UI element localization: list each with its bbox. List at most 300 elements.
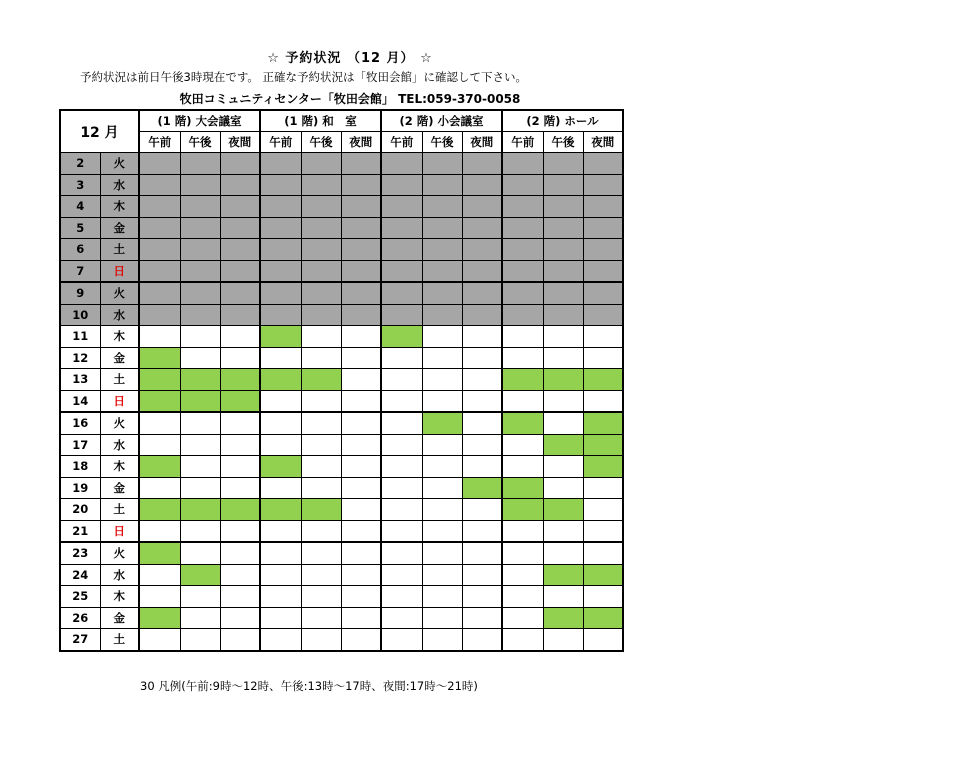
slot-cell-booked: [139, 456, 180, 478]
slot-cell-closed: [220, 174, 260, 196]
slot-cell-available: [341, 369, 381, 391]
slot-cell-available: [341, 456, 381, 478]
slot-cell-closed: [381, 153, 422, 175]
slot-cell-available: [220, 586, 260, 608]
weekday-cell: 火: [100, 542, 139, 564]
slot-cell-closed: [139, 174, 180, 196]
slot-cell-booked: [583, 456, 623, 478]
slot-cell-booked: [301, 369, 341, 391]
table-row: [60, 607, 623, 629]
slot-cell-closed: [260, 174, 301, 196]
slot-cell-available: [422, 520, 462, 542]
slot-cell-closed: [502, 260, 543, 282]
table-row: [60, 542, 623, 564]
slot-cell-available: [543, 477, 583, 499]
slot-cell-available: [260, 564, 301, 586]
slot-cell-available: [583, 629, 623, 651]
page-title: ☆ 予約状況 （12 月） ☆: [267, 51, 433, 66]
slot-cell-closed: [543, 153, 583, 175]
slot-cell-booked: [220, 369, 260, 391]
slot-cell-closed: [543, 282, 583, 304]
slot-cell-booked: [139, 607, 180, 629]
slot-cell-closed: [139, 239, 180, 261]
slot-cell-closed: [422, 217, 462, 239]
slot-cell-available: [381, 564, 422, 586]
day-cell: 6: [60, 239, 100, 261]
day-cell: 27: [60, 629, 100, 651]
slot-cell-available: [301, 456, 341, 478]
slot-cell-available: [583, 499, 623, 521]
slot-cell-available: [139, 520, 180, 542]
slot-cell-available: [462, 369, 502, 391]
slot-header-evening: 夜間: [583, 132, 623, 153]
slot-cell-available: [301, 586, 341, 608]
slot-cell-available: [180, 347, 220, 369]
slot-cell-available: [502, 390, 543, 412]
slot-cell-booked: [180, 499, 220, 521]
day-cell: 11: [60, 326, 100, 348]
slot-header-evening: 夜間: [220, 132, 260, 153]
slot-cell-closed: [462, 239, 502, 261]
slot-cell-available: [381, 499, 422, 521]
weekday-cell: 火: [100, 282, 139, 304]
slot-cell-available: [462, 390, 502, 412]
slot-cell-available: [502, 629, 543, 651]
slot-cell-closed: [220, 217, 260, 239]
slot-cell-available: [341, 412, 381, 434]
slot-cell-closed: [301, 174, 341, 196]
slot-cell-closed: [502, 153, 543, 175]
slot-cell-closed: [180, 153, 220, 175]
slot-cell-available: [220, 347, 260, 369]
day-cell: 21: [60, 520, 100, 542]
slot-cell-closed: [381, 239, 422, 261]
weekday-cell: 火: [100, 153, 139, 175]
day-cell: 5: [60, 217, 100, 239]
slot-cell-closed: [260, 153, 301, 175]
weekday-cell: 木: [100, 586, 139, 608]
slot-cell-available: [543, 412, 583, 434]
slot-cell-closed: [139, 196, 180, 218]
slot-header-morning: 午前: [260, 132, 301, 153]
slot-cell-closed: [583, 196, 623, 218]
day-cell: 7: [60, 260, 100, 282]
slot-cell-closed: [220, 260, 260, 282]
weekday-cell: 日: [100, 260, 139, 282]
slot-cell-available: [381, 456, 422, 478]
slot-cell-closed: [341, 217, 381, 239]
slot-cell-available: [422, 326, 462, 348]
slot-cell-booked: [502, 477, 543, 499]
slot-cell-available: [260, 434, 301, 456]
slot-cell-available: [180, 520, 220, 542]
weekday-cell: 金: [100, 477, 139, 499]
slot-cell-available: [139, 326, 180, 348]
slot-cell-available: [341, 607, 381, 629]
slot-cell-available: [381, 520, 422, 542]
slot-cell-available: [220, 412, 260, 434]
slot-cell-booked: [543, 434, 583, 456]
slot-header-evening: 夜間: [462, 132, 502, 153]
slot-cell-closed: [260, 282, 301, 304]
slot-cell-available: [180, 477, 220, 499]
slot-cell-booked: [180, 564, 220, 586]
slot-cell-booked: [220, 499, 260, 521]
slot-cell-available: [381, 629, 422, 651]
slot-cell-available: [341, 390, 381, 412]
slot-cell-closed: [462, 304, 502, 326]
slot-cell-closed: [260, 196, 301, 218]
slot-cell-booked: [139, 542, 180, 564]
slot-cell-available: [381, 477, 422, 499]
table-row: [60, 282, 623, 304]
slot-cell-booked: [180, 369, 220, 391]
slot-cell-available: [301, 347, 341, 369]
slot-cell-available: [260, 390, 301, 412]
slot-cell-available: [260, 629, 301, 651]
slot-cell-available: [502, 607, 543, 629]
slot-cell-closed: [180, 174, 220, 196]
slot-cell-closed: [502, 174, 543, 196]
slot-cell-closed: [543, 260, 583, 282]
slot-cell-available: [462, 629, 502, 651]
slot-cell-closed: [583, 239, 623, 261]
slot-cell-available: [341, 520, 381, 542]
day-cell: 16: [60, 412, 100, 434]
day-cell: 10: [60, 304, 100, 326]
table-row: [60, 304, 623, 326]
slot-cell-booked: [139, 390, 180, 412]
slot-cell-available: [341, 499, 381, 521]
weekday-cell: 水: [100, 174, 139, 196]
room-header-hall: (2 階) ホール: [502, 110, 623, 132]
slot-cell-available: [341, 564, 381, 586]
slot-cell-available: [301, 390, 341, 412]
weekday-cell: 日: [100, 520, 139, 542]
slot-cell-available: [422, 456, 462, 478]
room-header-japanese-room: (1 階) 和 室: [260, 110, 381, 132]
slot-cell-available: [502, 542, 543, 564]
slot-cell-available: [260, 520, 301, 542]
slot-cell-closed: [502, 196, 543, 218]
weekday-cell: 水: [100, 564, 139, 586]
slot-cell-closed: [502, 282, 543, 304]
slot-cell-closed: [502, 217, 543, 239]
slot-cell-closed: [543, 196, 583, 218]
slot-cell-booked: [422, 412, 462, 434]
slot-cell-closed: [583, 304, 623, 326]
slot-cell-closed: [180, 304, 220, 326]
weekday-cell: 木: [100, 196, 139, 218]
table-row: [60, 369, 623, 391]
slot-cell-available: [180, 434, 220, 456]
slot-cell-booked: [543, 369, 583, 391]
slot-cell-booked: [543, 499, 583, 521]
slot-cell-closed: [422, 239, 462, 261]
slot-cell-available: [341, 542, 381, 564]
slot-header-evening: 夜間: [341, 132, 381, 153]
slot-cell-closed: [583, 260, 623, 282]
slot-cell-closed: [583, 282, 623, 304]
slot-cell-available: [422, 629, 462, 651]
slot-cell-available: [543, 520, 583, 542]
slot-cell-available: [462, 326, 502, 348]
weekday-cell: 木: [100, 326, 139, 348]
slot-cell-closed: [381, 282, 422, 304]
slot-cell-booked: [220, 390, 260, 412]
slot-header-afternoon: 午後: [180, 132, 220, 153]
slot-cell-booked: [260, 456, 301, 478]
weekday-cell: 木: [100, 456, 139, 478]
table-row: [60, 239, 623, 261]
slot-cell-available: [381, 586, 422, 608]
slot-cell-closed: [301, 196, 341, 218]
slot-cell-available: [422, 564, 462, 586]
slot-header-afternoon: 午後: [543, 132, 583, 153]
slot-cell-available: [180, 412, 220, 434]
slot-cell-available: [583, 326, 623, 348]
slot-cell-available: [422, 586, 462, 608]
slot-cell-available: [462, 564, 502, 586]
slot-cell-available: [381, 607, 422, 629]
slot-cell-available: [381, 542, 422, 564]
slot-cell-available: [180, 607, 220, 629]
slot-cell-available: [301, 607, 341, 629]
slot-cell-booked: [583, 564, 623, 586]
slot-cell-booked: [583, 434, 623, 456]
slot-cell-closed: [260, 304, 301, 326]
slot-cell-available: [502, 434, 543, 456]
slot-cell-available: [583, 520, 623, 542]
table-row: [60, 217, 623, 239]
slot-cell-closed: [381, 196, 422, 218]
slot-cell-closed: [422, 304, 462, 326]
slot-cell-available: [301, 412, 341, 434]
slot-cell-closed: [260, 260, 301, 282]
slot-cell-available: [301, 326, 341, 348]
slot-cell-closed: [180, 260, 220, 282]
slot-cell-available: [502, 564, 543, 586]
slot-cell-available: [422, 542, 462, 564]
slot-cell-available: [260, 477, 301, 499]
slot-cell-available: [583, 390, 623, 412]
slot-cell-closed: [543, 239, 583, 261]
slot-cell-available: [220, 326, 260, 348]
slot-cell-available: [381, 434, 422, 456]
slot-cell-closed: [180, 196, 220, 218]
slot-cell-closed: [462, 282, 502, 304]
slot-cell-available: [583, 586, 623, 608]
weekday-cell: 水: [100, 304, 139, 326]
slot-cell-available: [301, 520, 341, 542]
slot-cell-available: [220, 477, 260, 499]
table-row: [60, 347, 623, 369]
weekday-cell: 土: [100, 499, 139, 521]
contact-info: 牧田コミュニティセンター「牧田会館」 TEL:059-370-0058: [179, 92, 521, 106]
slot-cell-available: [381, 390, 422, 412]
slot-cell-booked: [139, 369, 180, 391]
day-cell: 26: [60, 607, 100, 629]
slot-cell-available: [220, 434, 260, 456]
day-cell: 3: [60, 174, 100, 196]
slot-cell-booked: [139, 347, 180, 369]
slot-cell-available: [583, 347, 623, 369]
slot-cell-closed: [301, 260, 341, 282]
table-row: [60, 477, 623, 499]
slot-cell-available: [139, 629, 180, 651]
day-cell: 14: [60, 390, 100, 412]
slot-cell-available: [139, 564, 180, 586]
slot-cell-available: [543, 347, 583, 369]
slot-cell-available: [422, 347, 462, 369]
weekday-cell: 金: [100, 347, 139, 369]
slot-cell-available: [381, 369, 422, 391]
slot-cell-closed: [502, 239, 543, 261]
day-cell: 18: [60, 456, 100, 478]
slot-cell-closed: [381, 304, 422, 326]
day-cell: 24: [60, 564, 100, 586]
slot-cell-closed: [180, 282, 220, 304]
slot-cell-closed: [341, 153, 381, 175]
slot-cell-available: [341, 434, 381, 456]
slot-cell-booked: [543, 607, 583, 629]
slot-cell-closed: [543, 217, 583, 239]
slot-cell-available: [543, 586, 583, 608]
weekday-cell: 土: [100, 629, 139, 651]
slot-cell-closed: [341, 304, 381, 326]
slot-cell-booked: [381, 326, 422, 348]
slot-cell-closed: [220, 239, 260, 261]
slot-cell-available: [422, 369, 462, 391]
slot-cell-available: [543, 326, 583, 348]
table-row: [60, 586, 623, 608]
slot-cell-available: [462, 586, 502, 608]
slot-cell-closed: [301, 239, 341, 261]
slot-cell-booked: [139, 499, 180, 521]
month-header: 12 月: [60, 110, 139, 153]
day-cell: 17: [60, 434, 100, 456]
day-cell: 12: [60, 347, 100, 369]
slot-cell-available: [341, 347, 381, 369]
slot-cell-booked: [260, 369, 301, 391]
slot-cell-booked: [502, 412, 543, 434]
slot-cell-closed: [381, 260, 422, 282]
slot-cell-available: [260, 412, 301, 434]
weekday-cell: 日: [100, 390, 139, 412]
slot-cell-available: [260, 542, 301, 564]
slot-cell-closed: [422, 174, 462, 196]
slot-cell-closed: [139, 260, 180, 282]
room-header-main-hall: (1 階) 大会議室: [139, 110, 260, 132]
slot-cell-booked: [462, 477, 502, 499]
slot-cell-available: [180, 542, 220, 564]
day-cell: 19: [60, 477, 100, 499]
slot-cell-available: [220, 542, 260, 564]
schedule-body: [60, 153, 623, 651]
slot-cell-booked: [301, 499, 341, 521]
slot-cell-available: [543, 542, 583, 564]
slot-cell-closed: [220, 282, 260, 304]
table-row: [60, 174, 623, 196]
slot-cell-closed: [422, 260, 462, 282]
slot-cell-closed: [139, 304, 180, 326]
slot-cell-closed: [583, 174, 623, 196]
day-cell: 23: [60, 542, 100, 564]
slot-cell-closed: [462, 174, 502, 196]
slot-cell-available: [422, 434, 462, 456]
weekday-cell: 土: [100, 239, 139, 261]
slot-cell-available: [180, 456, 220, 478]
slot-cell-available: [341, 629, 381, 651]
slot-cell-available: [462, 434, 502, 456]
slot-cell-closed: [381, 217, 422, 239]
slot-cell-available: [180, 629, 220, 651]
slot-cell-closed: [341, 239, 381, 261]
slot-cell-closed: [502, 304, 543, 326]
slot-cell-available: [260, 347, 301, 369]
slot-cell-available: [462, 412, 502, 434]
slot-header-afternoon: 午後: [422, 132, 462, 153]
slot-cell-available: [381, 412, 422, 434]
slot-cell-available: [301, 629, 341, 651]
table-row: [60, 260, 623, 282]
notice-text: 予約状況は前日午後3時現在です。 正確な予約状況は「牧田会館」に確認して下さい。: [80, 70, 528, 84]
day-cell: 13: [60, 369, 100, 391]
slot-cell-closed: [139, 153, 180, 175]
day-cell: 2: [60, 153, 100, 175]
slot-cell-closed: [220, 153, 260, 175]
table-row: [60, 196, 623, 218]
weekday-cell: 火: [100, 412, 139, 434]
slot-cell-closed: [422, 282, 462, 304]
slot-cell-booked: [583, 412, 623, 434]
slot-cell-available: [220, 629, 260, 651]
slot-header-morning: 午前: [381, 132, 422, 153]
legend-text: 30 凡例(午前:9時～12時、午後:13時～17時、夜間:17時～21時): [140, 679, 478, 693]
slot-cell-available: [543, 390, 583, 412]
slot-cell-closed: [462, 260, 502, 282]
slot-cell-closed: [139, 282, 180, 304]
slot-cell-closed: [543, 174, 583, 196]
slot-cell-closed: [381, 174, 422, 196]
slot-cell-booked: [543, 564, 583, 586]
table-row: [60, 564, 623, 586]
slot-cell-available: [502, 347, 543, 369]
slot-cell-available: [180, 326, 220, 348]
slot-cell-available: [462, 499, 502, 521]
slot-cell-closed: [341, 196, 381, 218]
slot-cell-available: [381, 347, 422, 369]
slot-cell-closed: [180, 217, 220, 239]
slot-cell-closed: [341, 282, 381, 304]
table-row: [60, 520, 623, 542]
slot-cell-available: [341, 586, 381, 608]
slot-cell-available: [422, 390, 462, 412]
slot-cell-available: [139, 477, 180, 499]
slot-cell-available: [462, 607, 502, 629]
slot-cell-available: [422, 499, 462, 521]
slot-cell-available: [260, 586, 301, 608]
slot-cell-available: [220, 564, 260, 586]
slot-cell-available: [260, 607, 301, 629]
slot-cell-closed: [543, 304, 583, 326]
slot-cell-available: [220, 607, 260, 629]
table-row: [60, 456, 623, 478]
slot-cell-available: [301, 434, 341, 456]
slot-cell-closed: [422, 196, 462, 218]
table-row: [60, 499, 623, 521]
slot-cell-available: [583, 477, 623, 499]
